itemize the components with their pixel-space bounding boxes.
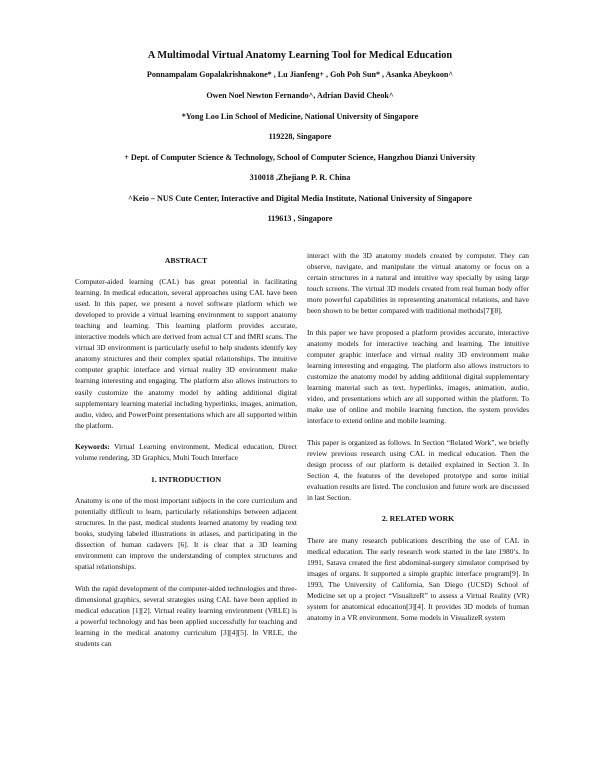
- affiliation-3-postal: 119613 , Singapore: [267, 214, 333, 223]
- paper-title: A Multimodal Virtual Anatomy Learning Tool for Medical Education: [147, 50, 453, 61]
- keywords-text: Virtual Learning environment, Medical education, Direct volume rendering, 3D Graphics, Multi Touch Interface: [75, 442, 297, 463]
- introduction-heading: 1. INTRODUCTION: [150, 474, 222, 484]
- abstract-heading: ABSTRACT: [164, 256, 208, 265]
- intro-continued-paragraph-2: In this paper we have proposed a platform provides accurate, interactive anatomy models for interactive teaching and learning. The intuitive computer graphic interface and virtual reality 3D environment make learning interesting and engaging. The platform also allows instructors to customize the anatomy model by adding additional digital supplementary learning material such as text, hyperlinks, images, animation, audio, video, and presentations which are all supported within the platform. To make use of online and mobile learning function, the system provides interface to extend online and mobile learning.: [307, 327, 529, 426]
- right-column: [307, 250, 529, 633]
- related-work-heading: 2. RELATED WORK: [381, 514, 455, 524]
- affiliation-2-postal: 310018 ,Zhejiang P. R. China: [249, 173, 351, 182]
- introduction-paragraph-2: With the rapid development of the computer-aided technologies and three-dimensional graphics, several strategies using CAL have been applied in medical education [1][2]. Virtual reality learning environment (VRLE) is a powerful technology and has been applied successfully for teaching and learning in the medical anatomy curriculum [3][4][5]. In VRLE, the students can: [75, 583, 297, 648]
- intro-continued-paragraph-1: interact with the 3D anatomy models created by computer. They can observe, navigate, and manipulate the virtual anatomy or focus on a certain structures in a natural and intuitive way specially by using large touch screens. The virtual 3D models created from real human body offer more powerful capabilities in representing anatomical relations, and have been shown to be better compared with traditional methods[7][8].: [307, 251, 529, 316]
- affiliation-3: ^Keio – NUS Cute Center, Interactive and Digital Media Institute, National University of Singapore: [128, 194, 472, 203]
- affiliation-1: *Yong Loo Lin School of Medicine, National University of Singapore: [181, 112, 419, 121]
- keywords-label: Keywords:: [75, 442, 110, 452]
- keywords-paragraph: [75, 441, 297, 463]
- introduction-paragraph-1: Anatomy is one of the most important subjects in the core curriculum and potentially difficult to learn, particularly relationships between adjacent structures. In the past, medical students learned anatomy by reading text books, studying labeled illustrations in atlases, and participating in the dissection of human cadavers [6]. It is clear that a 3D learning environment can improve the understanding of complex structures and spatial relationships.: [75, 495, 297, 572]
- authors-line-2: Owen Noel Newton Fernando^, Adrian David Cheok^: [206, 91, 394, 100]
- affiliation-2: + Dept. of Computer Science & Technology, School of Computer Science, Hangzhou Dianzi University: [124, 153, 476, 162]
- abstract-text: Computer-aided learning (CAL) has great potential in facilitating learning. In medical education, several approaches using CAL have been used. In this paper, we present a novel software platform which we developed to provide a virtual learning environment to support anatomy teaching and learning. This learning platform provides accurate, interactive models which are derived from actual CT and fMRI scans. The virtual 3D environment is particularly useful to help students identify key anatomy structures and their complex spatial relationships. The intuitive computer graphic interface and virtual reality 3D environment make learning interesting and engaging. The platform also allows instructors to easily customize the anatomy model by adding additional digital supplementary learning material including hyperlinks, images, animation, audio, video, and PowerPoint presentations which are all supported within the platform.: [75, 277, 297, 430]
- affiliation-1-postal: 119228, Singapore: [268, 132, 332, 141]
- intro-continued-paragraph-3: This paper is organized as follows. In Section “Related Work”, we briefly review previous research using CAL in medical education. Then the design process of our platform is detailed explained in Section 3. In Section 4, the features of the developed prototype and some initial evaluation results are listed. The conclusion and future work are discussed in last Section.: [307, 437, 529, 502]
- left-column: [75, 255, 297, 659]
- authors-line-1: Ponnampalam Gopalakrishnakone* , Lu Jianfeng+ , Goh Poh Sun* , Asanka Abeykoon^: [146, 70, 454, 79]
- related-work-paragraph-1: There are many research publications describing the use of CAL in medical education. The early research work started in the late 1980’s. In 1991, Satava created the first abdominal-surgery simulator comprised by images of organs. It supported a simple graphic interface program[9]. In 1993, The University of California, San Diego (UCSD) School of Medicine set up a project “VisualizeR” to assess a Virtual Reality (VR) system for anatomical education[3][4]. It provides 3D models of human anatomy in a VR environment. Some models in VisualizeR system: [307, 535, 529, 622]
